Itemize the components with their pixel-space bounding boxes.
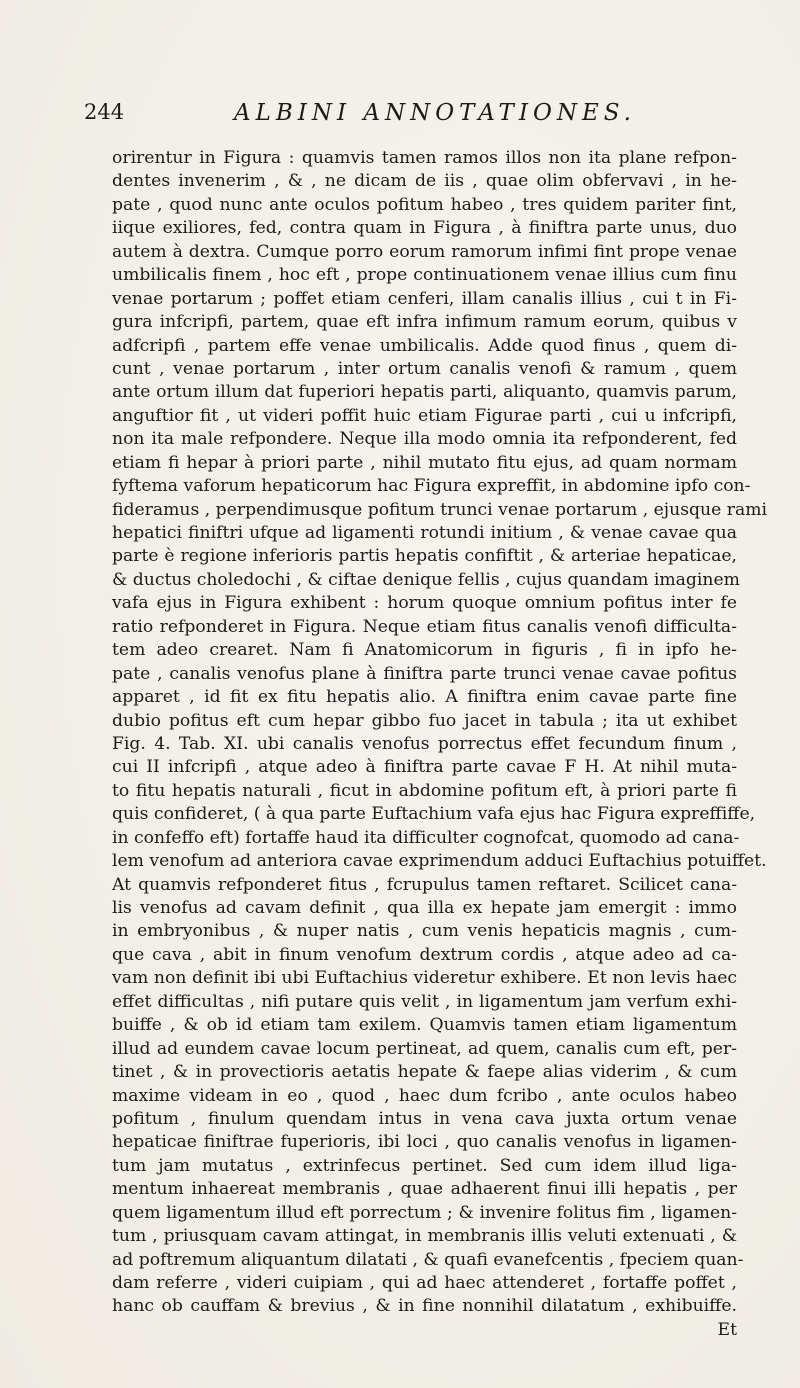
text-line: parte è regione inferioris partis hepatis confiftit , & arteriae hepaticae, bbox=[112, 546, 737, 567]
text-line: tum jam mutatus , extrinfecus pertinet. Sed cum idem illud liga- bbox=[112, 1155, 737, 1176]
text-line: tum , priusquam cavam attingat, in membranis illis veluti extenuati , & bbox=[112, 1226, 737, 1247]
text-line: dentes invenerim , & , ne dicam de iis , quae olim obfervavi , in he- bbox=[112, 171, 737, 192]
page-header bbox=[84, 100, 724, 134]
text-line: non ita male refpondere. Neque illa modo omnia ita refponderent, fed bbox=[112, 429, 737, 450]
text-line: venae portarum ; poffet etiam cenferi, illam canalis illius , cui t in Fi- bbox=[112, 288, 737, 309]
text-line: fyftema vaforum hepaticorum hac Figura expreffit, in abdomine ipfo con- bbox=[112, 476, 751, 497]
text-line: quis confideret, ( à qua parte Euftachium vafa ejus hac Figura expreffiffe, bbox=[112, 804, 756, 825]
text-line: hepaticae finiftrae fuperioris, ibi loci , quo canalis venofus in ligamen- bbox=[112, 1132, 737, 1153]
text-line: quem ligamentum illud eft porrectum ; & invenire folitus fim , ligamen- bbox=[112, 1202, 737, 1223]
text-line: ante ortum illum dat fuperiori hepatis parti, aliquanto, quamvis parum, bbox=[112, 382, 737, 403]
text-line: apparet , id fit ex fitu hepatis alio. A finiftra enim cavae parte fine bbox=[112, 687, 737, 708]
text-line: cui II infcripfi , atque adeo à finiftra parte cavae F H. At nihil muta- bbox=[112, 757, 737, 778]
text-line: lem venofum ad anteriora cavae exprimendum adduci Euftachius potuiffet. bbox=[112, 851, 767, 872]
text-line: fideramus , perpendimusque pofitum trunci venae portarum , ejusque rami bbox=[112, 499, 767, 520]
text-line: illud ad eundem cavae locum pertineat, ad quem, canalis cum eft, per- bbox=[112, 1038, 737, 1059]
text-line: que cava , abit in finum venofum dextrum cordis , atque adeo ad ca- bbox=[112, 944, 737, 965]
text-line: lis venofus ad cavam definit , qua illa ex hepate jam emergit : immo bbox=[112, 898, 737, 918]
text-line: tinet , & in provectioris aetatis hepate & faepe alias viderim , & cum bbox=[112, 1062, 737, 1083]
text-line: tem adeo crearet. Nam fi Anatomicorum in figuris , fi in ipfo he- bbox=[112, 640, 737, 661]
text-line: cunt , venae portarum , inter ortum canalis venofi & ramum , quem bbox=[112, 358, 737, 379]
catchword: Et bbox=[717, 1319, 737, 1340]
body-text bbox=[112, 147, 767, 1342]
text-line: in embryonibus , & nuper natis , cum venis hepaticis magnis , cum- bbox=[112, 921, 737, 942]
text-line: hepatici finiftri ufque ad ligamenti rotundi initium , & venae cavae qua bbox=[112, 523, 737, 543]
text-line: autem à dextra. Cumque porro eorum ramorum infimi fint prope venae bbox=[112, 241, 737, 262]
text-line: pate , canalis venofus plane à finiftra parte trunci venae cavae pofitus bbox=[112, 663, 737, 684]
text-line: orirentur in Figura : quamvis tamen ramos illos non ita plane refpon- bbox=[112, 148, 737, 168]
text-line: pate , quod nunc ante oculos pofitum habeo , tres quidem pariter fint, bbox=[112, 194, 737, 215]
page-number: 244 bbox=[84, 100, 125, 124]
text-line: dam referre , videri cuipiam , qui ad haec attenderet , fortaffe poffet , bbox=[112, 1273, 737, 1293]
text-line: adfcripfi , partem effe venae umbilicalis. Adde quod finus , quem di- bbox=[112, 335, 737, 356]
text-line: anguftior fit , ut videri poffit huic etiam Figurae parti , cui u infcripfi, bbox=[112, 405, 737, 426]
text-line: gura infcripfi, partem, quae eft infra infimum ramum eorum, quibus v bbox=[112, 312, 737, 333]
text-line: vafa ejus in Figura exhibent : horum quoque omnium pofitus inter fe bbox=[112, 593, 737, 614]
text-line: buiffe , & ob id etiam tam exilem. Quamvis tamen etiam ligamentum bbox=[112, 1015, 737, 1036]
text-line: maxime videam in eo , quod , haec dum fcribo , ante oculos habeo bbox=[112, 1085, 737, 1106]
text-line: effet difficultas , nifi putare quis velit , in ligamentum jam verfum exhi- bbox=[112, 991, 737, 1012]
text-line: etiam fi hepar à priori parte , nihil mutato fitu ejus, ad quam normam bbox=[112, 452, 737, 473]
text-line: iique exiliores, fed, contra quam in Figura , à finiftra parte unus, duo bbox=[112, 218, 737, 239]
text-line: Fig. 4. Tab. XI. ubi canalis venofus porrectus effet fecundum finum , bbox=[112, 733, 737, 754]
text-line: dubio pofitus eft cum hepar gibbo fuo jacet in tabula ; ita ut exhibet bbox=[112, 710, 737, 731]
text-line: to fitu hepatis naturali , ficut in abdomine pofitum eft, à priori parte fi bbox=[112, 780, 737, 801]
text-line: & ductus choledochi , & ciftae denique fellis , cujus quandam imaginem bbox=[112, 569, 740, 590]
text-line: pofitum , finulum quendam intus in vena cava juxta ortum venae bbox=[112, 1108, 737, 1129]
text-line: hanc ob cauffam & brevius , & in fine nonnihil dilatatum , exhibuiffe. bbox=[112, 1296, 737, 1317]
text-line: umbilicalis finem , hoc eft , prope continuationem venae illius cum finu bbox=[112, 265, 737, 286]
text-line: vam non definit ibi ubi Euftachius videretur exhibere. Et non levis haec bbox=[112, 968, 737, 989]
text-line: mentum inhaereat membranis , quae adhaerent finui illi hepatis , per bbox=[112, 1179, 737, 1200]
text-line: ratio refponderet in Figura. Neque etiam fitus canalis venofi difficulta- bbox=[112, 616, 737, 637]
running-title: ALBINI ANNOTATIONES. bbox=[234, 100, 636, 126]
text-line: At quamvis refponderet fitus , fcrupulus tamen reftaret. Scilicet cana- bbox=[112, 874, 737, 895]
text-line: in confeffo eft) fortaffe haud ita difficulter cognofcat, quomodo ad cana- bbox=[112, 827, 740, 848]
text-line: ad poftremum aliquantum dilatati , & quafi evanefcentis , fpeciem quan- bbox=[112, 1249, 744, 1270]
